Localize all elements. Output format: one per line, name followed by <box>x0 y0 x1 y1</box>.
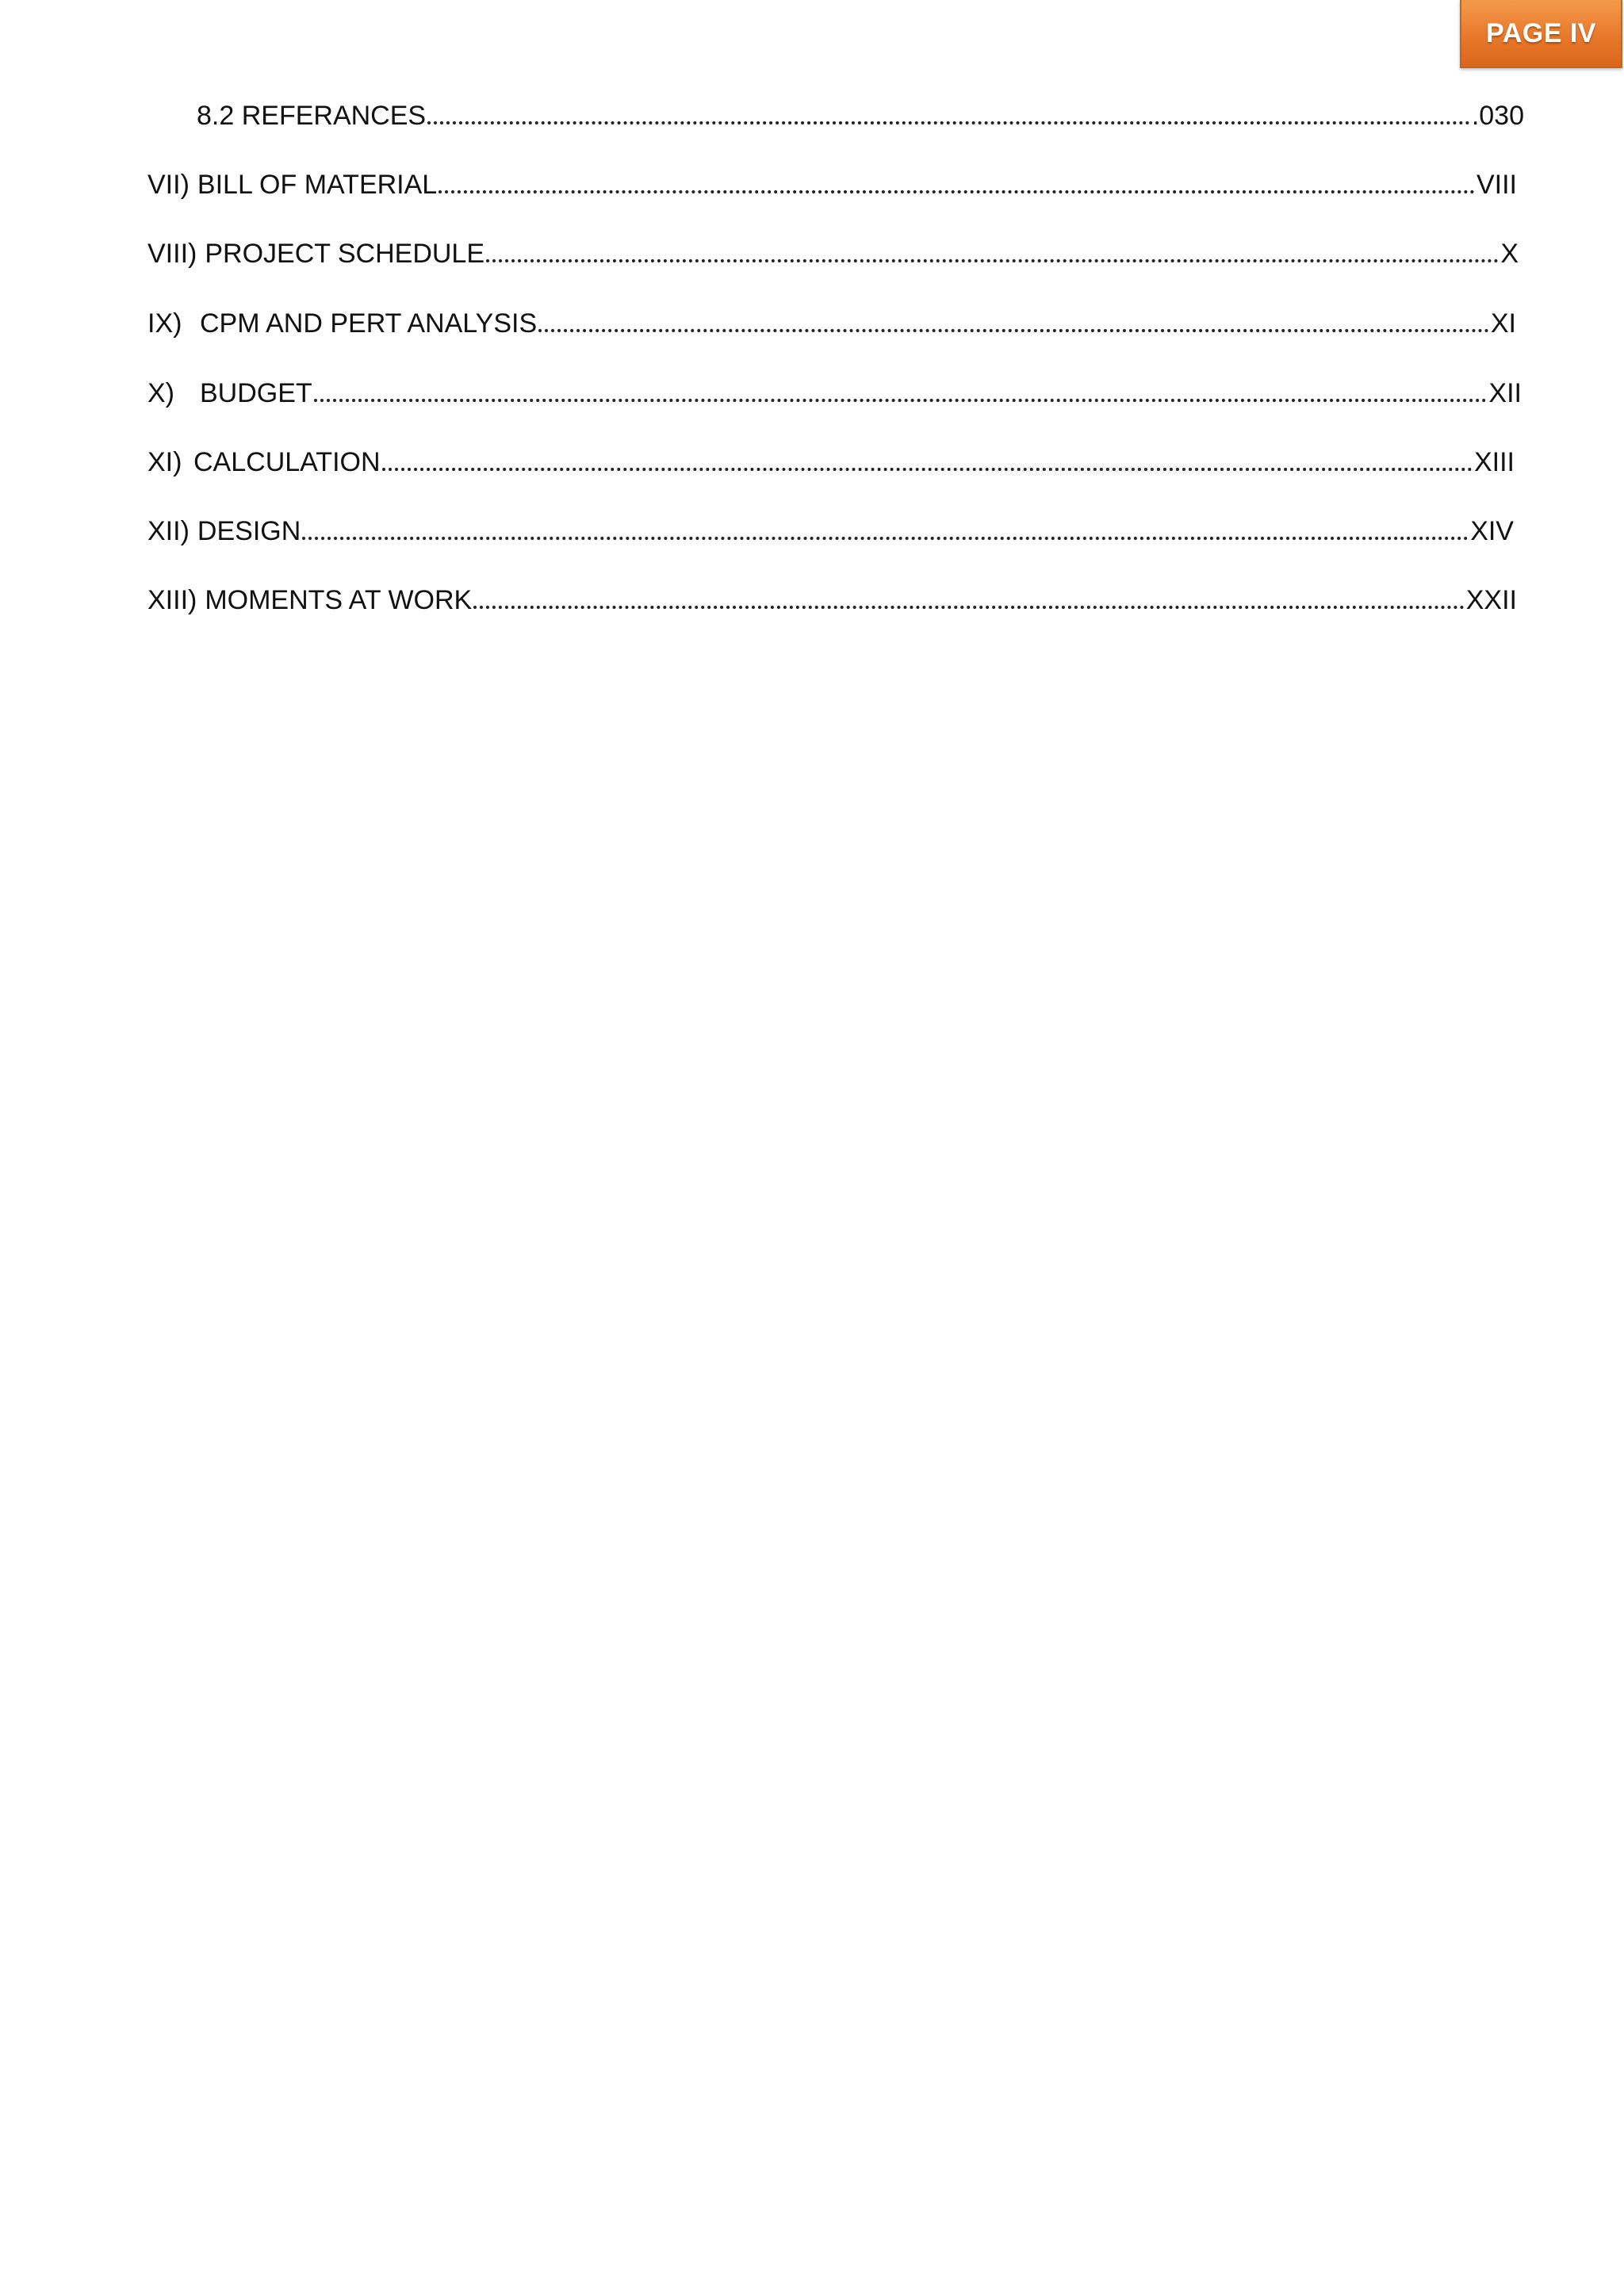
toc-dot-leader <box>302 514 1469 549</box>
toc-entry-moments-at-work[interactable] <box>147 583 1517 618</box>
toc-dot-leader <box>427 98 1470 133</box>
toc-entry-design[interactable] <box>147 514 1514 549</box>
toc-dot-leader <box>382 445 1473 480</box>
toc-entry-page: .030 <box>1471 101 1524 131</box>
toc-entry-number: IX) <box>147 308 182 339</box>
toc-entry-page: VIII <box>1476 170 1517 200</box>
toc-entry-title: BUDGET <box>200 378 312 408</box>
toc-dot-leader <box>486 236 1499 271</box>
toc-entry-number: XIII) <box>147 585 197 615</box>
toc-entry-title: 8.2 REFERANCES <box>197 101 427 131</box>
toc-entry-title: CPM AND PERT ANALYSIS <box>200 308 538 339</box>
toc-dot-leader <box>473 583 1465 618</box>
toc-entry-cpm-pert-analysis[interactable] <box>147 306 1516 341</box>
toc-entry-budget[interactable] <box>147 376 1522 411</box>
page-number-badge <box>1460 0 1622 68</box>
toc-entry-number: VII) <box>147 170 190 200</box>
toc-entry-title: PROJECT SCHEDULE <box>205 239 485 269</box>
toc-entry-number: XI) <box>147 447 182 477</box>
toc-entry-number: XII) <box>147 516 190 546</box>
toc-entry-page: XII <box>1488 378 1522 408</box>
page-number-label: PAGE IV <box>1486 17 1596 48</box>
toc-entry-project-schedule[interactable] <box>147 236 1519 271</box>
toc-entry-calculation[interactable] <box>147 445 1515 480</box>
toc-entry-number: VIII) <box>147 239 197 269</box>
toc-entry-title: MOMENTS AT WORK <box>205 585 473 615</box>
toc-entry-page: XXII <box>1465 585 1517 615</box>
toc-entry-page: XIV <box>1470 516 1514 546</box>
toc-dot-leader <box>538 306 1489 341</box>
toc-entry-number: X) <box>147 378 174 408</box>
toc-entry-bill-of-material[interactable] <box>147 167 1517 202</box>
toc-entry-page: XI <box>1490 308 1516 339</box>
toc-entry-title: BILL OF MATERIAL <box>197 170 438 200</box>
toc-entry-title: DESIGN <box>197 516 301 546</box>
toc-entry-title: CALCULATION <box>193 447 381 477</box>
toc-dot-leader <box>314 376 1488 411</box>
toc-dot-leader <box>439 167 1475 202</box>
toc-entry-page: X <box>1500 239 1519 269</box>
toc-entry-page: XIII <box>1473 447 1515 477</box>
toc-entry-references[interactable] <box>197 98 1524 133</box>
